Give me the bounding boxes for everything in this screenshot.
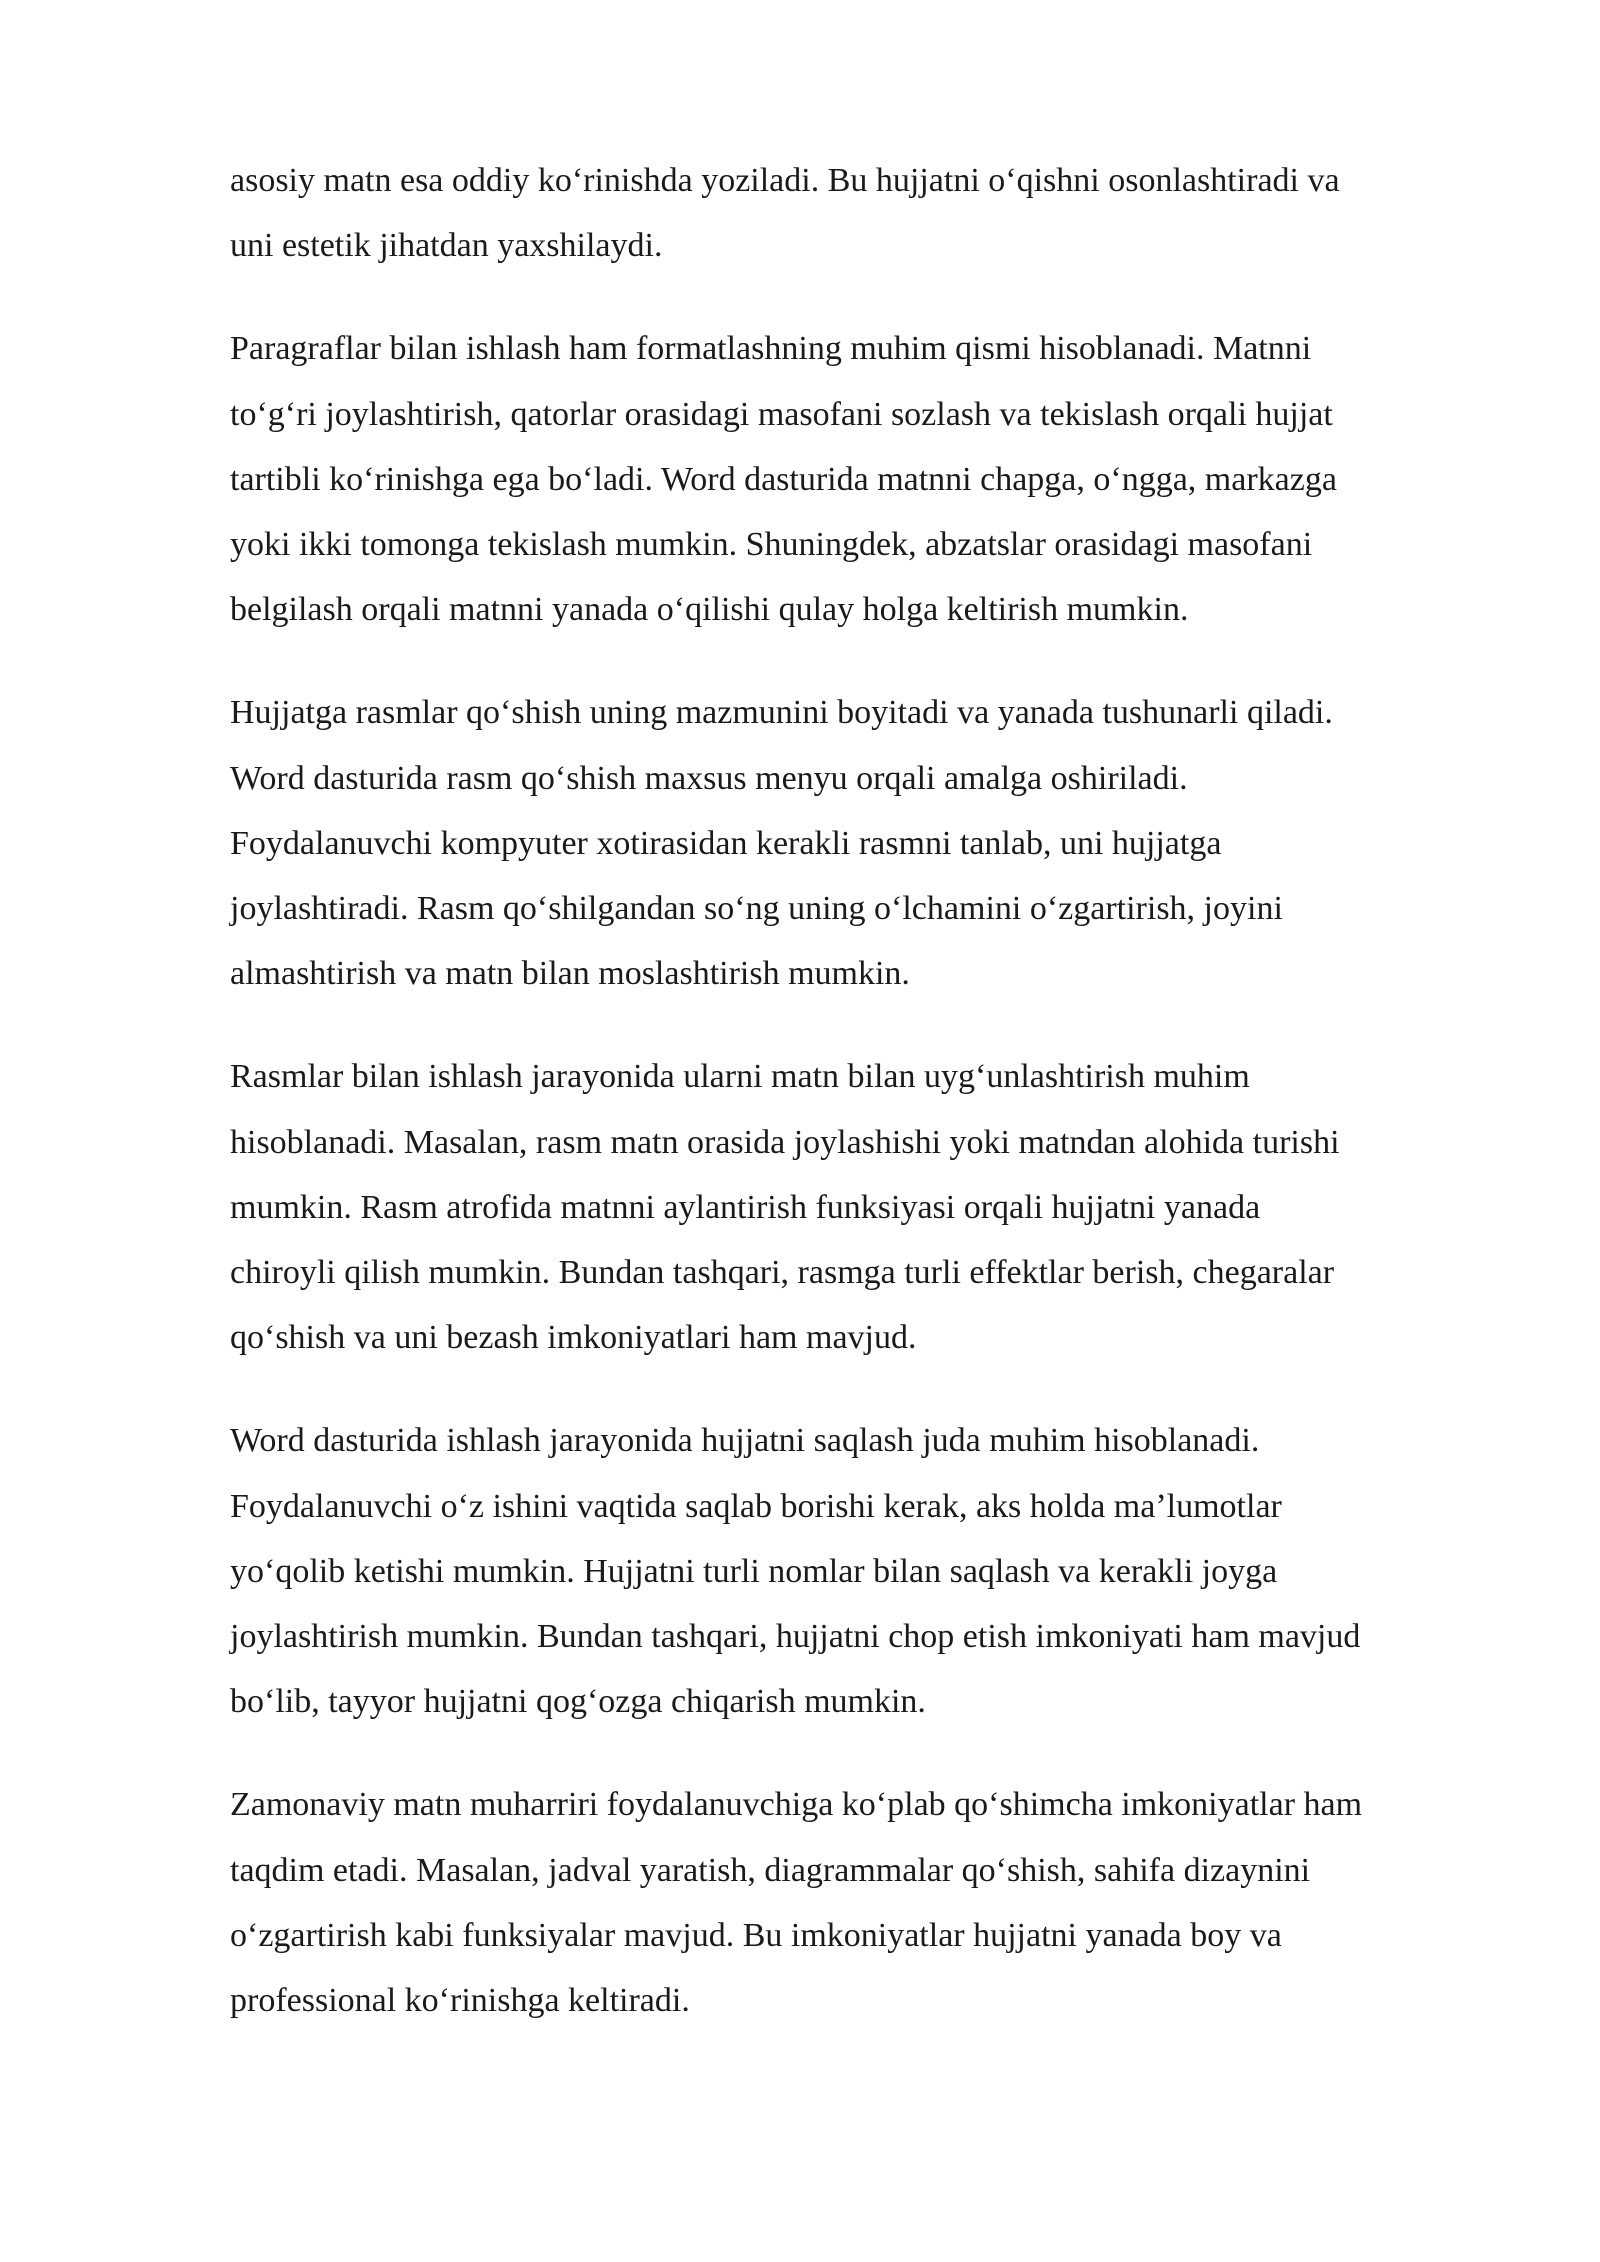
text-line: chiroyli qilish mumkin. Bundan tashqari, rasmga turli effektlar berish, chegaralar	[230, 1254, 1335, 1292]
text-line: qoʻshish va uni bezash imkoniyatlari ham mavjud.	[230, 1319, 917, 1357]
paragraph-3	[230, 680, 1500, 1006]
text-line: Rasmlar bilan ishlash jarayonida ularni matn bilan uygʻunlashtirish muhim	[230, 1058, 1250, 1096]
text-line: tartibli koʻrinishga ega boʻladi. Word dasturida matnni chapga, oʻngga, markazga	[230, 460, 1337, 498]
text-line: boʻlib, tayyor hujjatni qogʻozga chiqarish mumkin.	[230, 1683, 926, 1721]
text-line: joylashtirish mumkin. Bundan tashqari, hujjatni chop etish imkoniyati ham mavjud	[230, 1618, 1361, 1656]
text-line: asosiy matn esa oddiy koʻrinishda yoziladi. Bu hujjatni oʻqishni osonlashtiradi va	[230, 162, 1340, 199]
paragraph-6	[230, 1772, 1500, 2033]
text-line: mumkin. Rasm atrofida matnni aylantirish funksiyasi orqali hujjatni yanada	[230, 1188, 1261, 1226]
text-line: taqdim etadi. Masalan, jadval yaratish, diagrammalar qoʻshish, sahifa dizaynini	[230, 1851, 1311, 1889]
text-line: oʻzgartirish kabi funksiyalar mavjud. Bu imkoniyatlar hujjatni yanada boy va	[230, 1916, 1282, 1954]
paragraph-2	[230, 316, 1500, 642]
text-line: uni estetik jihatdan yaxshilaydi.	[230, 227, 663, 265]
text-line: Foydalanuvchi kompyuter xotirasidan kerakli rasmni tanlab, uni hujjatga	[230, 824, 1222, 862]
text-line: Foydalanuvchi oʻz ishini vaqtida saqlab borishi kerak, aks holda maʼlumotlar	[230, 1487, 1282, 1525]
text-line: hisoblanadi. Masalan, rasm matn orasida joylashishi yoki matndan alohida turishi	[230, 1123, 1340, 1161]
text-line: yoʻqolib ketishi mumkin. Hujjatni turli nomlar bilan saqlash va kerakli joyga	[230, 1552, 1278, 1590]
text-line: Word dasturida rasm qoʻshish maxsus menyu orqali amalga oshiriladi.	[230, 759, 1188, 797]
paragraph-1	[230, 148, 1500, 278]
paragraph-5	[230, 1408, 1500, 1734]
document-body	[230, 148, 1500, 2071]
text-line: Hujjatga rasmlar qoʻshish uning mazmunini boyitadi va yanada tushunarli qiladi.	[230, 694, 1333, 732]
text-line: belgilash orqali matnni yanada oʻqilishi qulay holga keltirish mumkin.	[230, 591, 1189, 629]
text-line: Word dasturida ishlash jarayonida hujjatni saqlash juda muhim hisoblanadi.	[230, 1422, 1260, 1460]
text-line: professional koʻrinishga keltiradi.	[230, 1982, 690, 2020]
text-line: yoki ikki tomonga tekislash mumkin. Shuningdek, abzatslar orasidagi masofani	[230, 526, 1313, 564]
text-line: toʻgʻri joylashtirish, qatorlar orasidagi masofani sozlash va tekislash orqali hujjat	[230, 395, 1333, 433]
text-line: almashtirish va matn bilan moslashtirish mumkin.	[230, 955, 910, 993]
text-line: Paragraflar bilan ishlash ham formatlashning muhim qismi hisoblanadi. Matnni	[230, 330, 1312, 368]
text-line: Zamonaviy matn muharriri foydalanuvchiga koʻplab qoʻshimcha imkoniyatlar ham	[230, 1786, 1363, 1824]
text-line: joylashtiradi. Rasm qoʻshilgandan soʻng uning oʻlchamini oʻzgartirish, joyini	[230, 890, 1283, 928]
paragraph-4	[230, 1044, 1500, 1370]
